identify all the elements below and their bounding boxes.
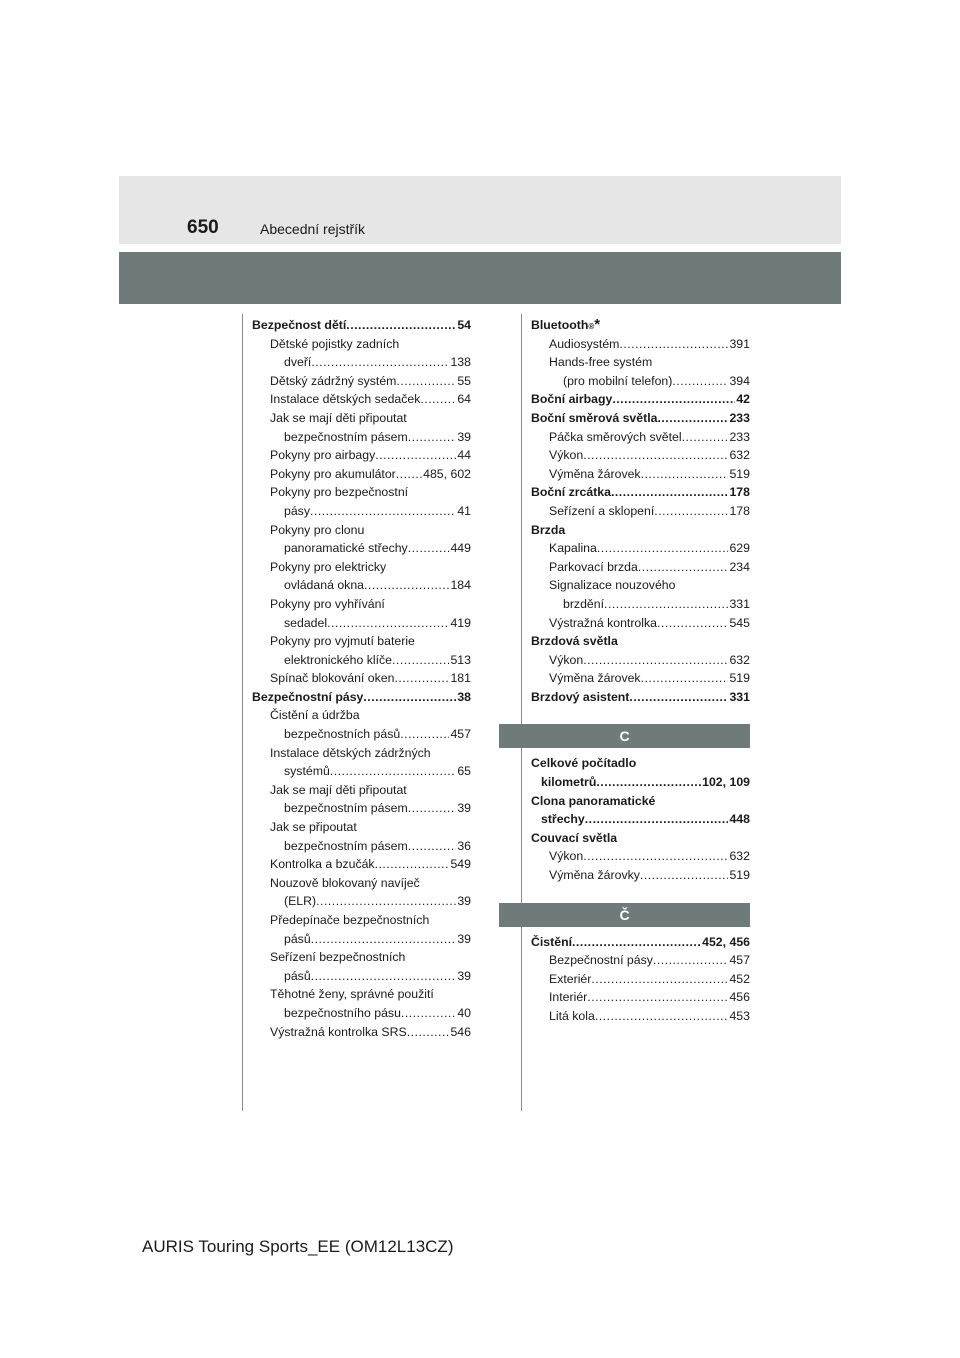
index-entry-label: Výkon: [549, 448, 584, 463]
index-entry-page: 55: [457, 373, 471, 388]
index-entry-label: pásů: [284, 931, 311, 946]
index-entry-label: Litá kola: [549, 1009, 595, 1023]
index-entry: [531, 754, 750, 773]
index-entry: [252, 985, 471, 1004]
index-entry: [531, 483, 750, 502]
index-entry: [531, 428, 750, 447]
index-entry: [531, 521, 750, 540]
index-entry-page: 457: [729, 953, 750, 968]
index-entry-page: 184: [450, 578, 471, 593]
index-entry-page: 457: [450, 727, 471, 742]
index-entry-label: Pokyny pro elektricky: [270, 559, 387, 574]
dot-leader: [653, 951, 729, 970]
index-column-1: [252, 316, 471, 1041]
index-entry-page: 452, 456: [702, 934, 750, 949]
index-entry: [252, 316, 471, 335]
index-entry-page: 138: [450, 355, 471, 370]
index-entry-page: 233: [729, 429, 750, 444]
index-entry-page: 456: [729, 990, 750, 1005]
dot-leader: [408, 799, 457, 818]
index-entry: [252, 874, 471, 893]
index-entry-label: Boční zrcátka: [531, 485, 611, 500]
index-entry: [252, 855, 471, 874]
index-entry-label: Bezpečnostní pásy: [252, 689, 364, 704]
index-entry-page: 65: [457, 764, 471, 779]
index-entry: [252, 390, 471, 409]
index-entry-page: 39: [457, 801, 471, 816]
index-entry-label: Instalace dětských sedaček: [270, 392, 421, 407]
index-entry: [531, 1007, 750, 1026]
index-entry-label: elektronického klíče: [284, 652, 392, 667]
index-group-c: [531, 754, 750, 884]
index-entry: [252, 725, 471, 744]
index-entry-page: 449: [450, 541, 471, 556]
dot-leader: [604, 595, 728, 614]
dot-leader: [654, 502, 728, 521]
index-entry-label: kilometrů: [541, 775, 597, 790]
footer-model-code: AURIS Touring Sports_EE (OM12L13CZ): [142, 1237, 454, 1256]
index-entry-page: 629: [729, 541, 750, 556]
index-entry-label: Brzda: [531, 522, 566, 537]
index-entry: [531, 829, 750, 848]
index-entry-page: 38: [457, 689, 471, 704]
index-entry: [252, 614, 471, 633]
index-entry: [252, 465, 471, 484]
index-entry-label: Seřízení a sklopení: [549, 503, 655, 518]
index-entry-page: 44: [457, 448, 471, 463]
index-entry: [252, 930, 471, 949]
header-bar: [119, 176, 841, 244]
index-entry: [252, 502, 471, 521]
index-entry-label: bezpečnostního pásu: [284, 1005, 401, 1020]
index-entry-page: 40: [457, 1005, 471, 1020]
dot-leader: [364, 576, 449, 595]
index-entry-label: Páčka směrových světel: [549, 429, 682, 444]
index-entry-page: 41: [457, 503, 471, 518]
dot-leader: [363, 688, 456, 707]
index-entry: [252, 372, 471, 391]
dot-leader: [311, 353, 449, 372]
index-entry-label: Boční směrová světla: [531, 410, 658, 425]
index-entry: [531, 595, 750, 614]
index-entry-label: Dětský zádržný systém: [270, 373, 397, 388]
index-entry: [252, 353, 471, 372]
index-entry-label: Bluetooth: [531, 318, 589, 332]
index-entry: [252, 1023, 471, 1042]
index-entry: [252, 948, 471, 967]
index-entry: [252, 744, 471, 763]
dot-leader: [641, 669, 729, 688]
index-entry-page: 485, 602: [423, 466, 471, 481]
index-entry: [252, 558, 471, 577]
section-title: Abecední rejstřík: [260, 221, 366, 237]
dot-leader: [401, 1004, 456, 1023]
index-entry: [531, 614, 750, 633]
dot-leader: [396, 465, 422, 484]
column-rule-left: [242, 314, 243, 1111]
index-entry-page: 42: [736, 392, 750, 407]
dot-leader: [682, 428, 729, 447]
dot-leader: [408, 837, 457, 856]
index-entry-label: Interiér: [549, 990, 588, 1005]
index-entry: [252, 409, 471, 428]
dot-leader: [629, 688, 728, 707]
index-entry-page: 519: [729, 466, 750, 481]
letter-heading-c-caron: Č: [499, 903, 750, 927]
index-entry-label: bezpečnostním pásem: [284, 801, 408, 816]
index-entry-label: Pokyny pro akumulátor: [270, 466, 396, 481]
index-entry-label: Jak se připoutat: [270, 820, 357, 835]
index-entry-label: Pokyny pro vyhřívání: [270, 596, 385, 611]
asterisk-mark: *: [594, 316, 601, 333]
dot-leader: [394, 669, 449, 688]
index-entry-label: Čistění a údržba: [270, 708, 360, 723]
dot-leader: [619, 335, 728, 354]
index-entry-page: 452: [729, 971, 750, 986]
index-entry-page: 54: [457, 318, 471, 332]
index-entry: [531, 446, 750, 465]
index-entry-label: brzdění: [563, 596, 605, 611]
index-entry-label: Parkovací brzda: [549, 559, 638, 574]
index-entry: [531, 576, 750, 595]
index-entry-label: Výměna žárovek: [549, 466, 641, 481]
index-entry: [531, 951, 750, 970]
index-entry-label: Kapalina: [549, 541, 597, 556]
dot-leader: [330, 762, 457, 781]
index-entry-label: Výkon: [549, 849, 584, 864]
index-entry-label: Výměna žárovek: [549, 671, 641, 686]
index-entry: [531, 688, 750, 707]
index-entry-page: 546: [450, 1024, 471, 1039]
header-band: [119, 252, 841, 304]
index-entry: [531, 970, 750, 989]
index-entry-page: 39: [457, 931, 471, 946]
registered-mark: ®: [588, 322, 595, 331]
index-entry-page: 545: [729, 615, 750, 630]
index-entry: [531, 773, 750, 792]
index-entry-page: 233: [729, 410, 750, 425]
index-entry: [531, 866, 750, 885]
index-entry-label: Těhotné ženy, správné použití: [270, 987, 434, 1002]
index-entry: [252, 335, 471, 354]
index-entry: [252, 521, 471, 540]
index-entry-page: 102, 109: [702, 775, 750, 790]
index-entry-label: Jak se mají děti připoutat: [270, 782, 407, 797]
column-rule-right: [521, 314, 522, 1111]
index-entry: [252, 428, 471, 447]
dot-leader: [311, 930, 457, 949]
dot-leader: [408, 428, 457, 447]
index-entry-label: bezpečnostním pásem: [284, 838, 408, 853]
dot-leader: [672, 372, 728, 391]
index-entry: [252, 837, 471, 856]
index-entry-page: 419: [450, 615, 471, 630]
index-entry-label: Výměna žárovky: [549, 868, 640, 883]
dot-leader: [420, 390, 456, 409]
index-entry-label: Hands-free systém: [549, 355, 653, 370]
dot-leader: [311, 967, 457, 986]
index-group-c-caron: [531, 933, 750, 1026]
index-entry: [531, 335, 750, 354]
dot-leader: [583, 446, 728, 465]
dot-leader: [400, 725, 449, 744]
index-entry: [252, 669, 471, 688]
dot-leader: [396, 372, 456, 391]
index-entry-page: 64: [457, 392, 471, 407]
index-entry-label: sedadel: [284, 615, 328, 630]
dot-leader: [583, 847, 728, 866]
index-entry: [531, 988, 750, 1007]
index-entry-page: 331: [729, 596, 750, 611]
index-entry-label: ovládaná okna: [284, 578, 364, 593]
dot-leader: [640, 866, 729, 885]
index-entry: [531, 632, 750, 651]
index-entry-page: 632: [729, 652, 750, 667]
index-entry: [252, 539, 471, 558]
dot-leader: [375, 446, 456, 465]
index-entry-label: Bezpečnost dětí: [252, 318, 347, 332]
index-entry-label: bezpečnostním pásem: [284, 429, 408, 444]
index-entry-label: dveří: [284, 355, 312, 370]
index-entry-page: 448: [729, 812, 750, 827]
index-entry: [531, 372, 750, 391]
index-entry-label: Celkové počítadlo: [531, 756, 637, 771]
index-entry: [252, 967, 471, 986]
index-entry: [252, 483, 471, 502]
index-entry: [531, 539, 750, 558]
dot-leader: [638, 558, 729, 577]
index-entry-label: Výstražná kontrolka SRS: [270, 1024, 407, 1039]
index-entry-page: 632: [729, 448, 750, 463]
dot-leader: [641, 465, 729, 484]
index-entry-label: Seřízení bezpečnostních: [270, 950, 406, 965]
index-column-2: [531, 316, 750, 1026]
index-entry-label: (pro mobilní telefon): [563, 373, 673, 388]
index-entry-label: Dětské pojistky zadních: [270, 336, 400, 351]
index-entry-label: Výstražná kontrolka: [549, 615, 657, 630]
dot-leader: [408, 539, 450, 558]
index-entry-page: 632: [729, 849, 750, 864]
index-entry-page: 178: [729, 485, 750, 500]
dot-leader: [611, 483, 729, 502]
dot-leader: [612, 390, 735, 409]
index-entry-page: 519: [729, 868, 750, 883]
index-entry: [531, 409, 750, 428]
dot-leader: [375, 855, 450, 874]
index-entry-label: Brzdový asistent: [531, 689, 630, 704]
index-entry: [531, 316, 750, 335]
page-number: 650: [187, 217, 219, 238]
index-entry-label: Instalace dětských zádržných: [270, 745, 431, 760]
dot-leader: [392, 651, 449, 670]
index-entry-label: Brzdová světla: [531, 634, 618, 649]
index-entry: [252, 595, 471, 614]
dot-leader: [310, 502, 456, 521]
index-entry-page: 36: [457, 838, 471, 853]
index-entry-label: Pokyny pro clonu: [270, 522, 365, 537]
index-entry: [252, 688, 471, 707]
dot-leader: [407, 1023, 450, 1042]
index-entry: [531, 810, 750, 829]
dot-leader: [595, 1007, 729, 1026]
index-entry-label: Předepínače bezpečnostních: [270, 913, 430, 927]
index-entry-label: Couvací světla: [531, 830, 618, 845]
index-entry: [252, 762, 471, 781]
index-entry-page: 39: [457, 968, 471, 983]
index-entry-label: Exteriér: [549, 971, 592, 986]
index-entry: [252, 632, 471, 651]
dot-leader: [587, 988, 728, 1007]
index-entry: [252, 1004, 471, 1023]
index-entry-label: Výkon: [549, 652, 584, 667]
index-entry-label: panoramatické střechy: [284, 541, 408, 556]
index-entry-label: Boční airbagy: [531, 392, 613, 407]
index-entry-label: Kontrolka a bzučák: [270, 857, 375, 872]
index-entry-page: 394: [729, 373, 750, 388]
index-entry-label: bezpečnostních pásů: [284, 727, 401, 742]
index-entry: [252, 911, 471, 930]
index-entry: [531, 353, 750, 372]
index-entry: [252, 799, 471, 818]
index-entry: [531, 792, 750, 811]
index-entry-page: 181: [450, 671, 471, 686]
index-entry-page: 549: [450, 857, 471, 872]
index-entry-page: 519: [729, 671, 750, 686]
index-entry-label: Audiosystém: [549, 336, 620, 351]
index-entry-label: Jak se mají děti připoutat: [270, 410, 407, 425]
index-entry-label: Signalizace nouzového: [549, 578, 676, 593]
index-entry-label: Pokyny pro bezpečnostní: [270, 485, 409, 500]
index-entry: [531, 669, 750, 688]
index-entry-label: Spínač blokování oken: [270, 671, 395, 686]
index-entry-label: Čistění: [531, 934, 572, 949]
index-entry: [252, 706, 471, 725]
dot-leader: [585, 810, 729, 829]
index-entry: [252, 651, 471, 670]
dot-leader: [583, 651, 728, 670]
index-entry-page: 234: [729, 559, 750, 574]
index-entry-page: 331: [729, 689, 750, 704]
index-entry: [531, 933, 750, 952]
dot-leader: [591, 970, 728, 989]
letter-heading-c: C: [499, 724, 750, 748]
dot-leader: [657, 409, 728, 428]
index-entry: [252, 781, 471, 800]
index-entry-page: 453: [729, 1009, 750, 1023]
dot-leader: [657, 614, 728, 633]
index-entry-label: střechy: [541, 812, 585, 827]
index-entry-label: Nouzově blokovaný navíječ: [270, 875, 420, 890]
dot-leader: [572, 933, 701, 952]
index-entry-label: systémů: [284, 764, 330, 779]
index-entry-label: (ELR): [284, 894, 317, 909]
index-entry-page: 39: [457, 429, 471, 444]
index-entry-page: 513: [450, 652, 471, 667]
index-entry-label: Pokyny pro vyjmutí baterie: [270, 634, 415, 649]
index-entry-page: 39: [457, 894, 471, 909]
index-entry-page: 178: [729, 503, 750, 518]
dot-leader: [346, 316, 456, 335]
index-entry-label: Pokyny pro airbagy: [270, 448, 376, 463]
index-entry-page: 391: [729, 336, 750, 351]
index-entry-label: Bezpečnostní pásy: [549, 953, 653, 968]
index-entry: [531, 465, 750, 484]
dot-leader: [596, 773, 701, 792]
index-entry: [531, 502, 750, 521]
index-entry-label: pásů: [284, 968, 311, 983]
index-entry-label: Clona panoramatické: [531, 793, 656, 808]
index-group-b: [531, 316, 750, 706]
index-entry: [531, 390, 750, 409]
index-entry: [531, 847, 750, 866]
index-entry: [252, 892, 471, 911]
dot-leader: [597, 539, 729, 558]
dot-leader: [327, 614, 449, 633]
dot-leader: [316, 892, 456, 911]
index-entry-label: pásy: [284, 503, 310, 518]
index-entry: [252, 576, 471, 595]
index-entry: [252, 818, 471, 837]
index-entry: [252, 446, 471, 465]
index-entry: [531, 651, 750, 670]
index-entry: [531, 558, 750, 577]
